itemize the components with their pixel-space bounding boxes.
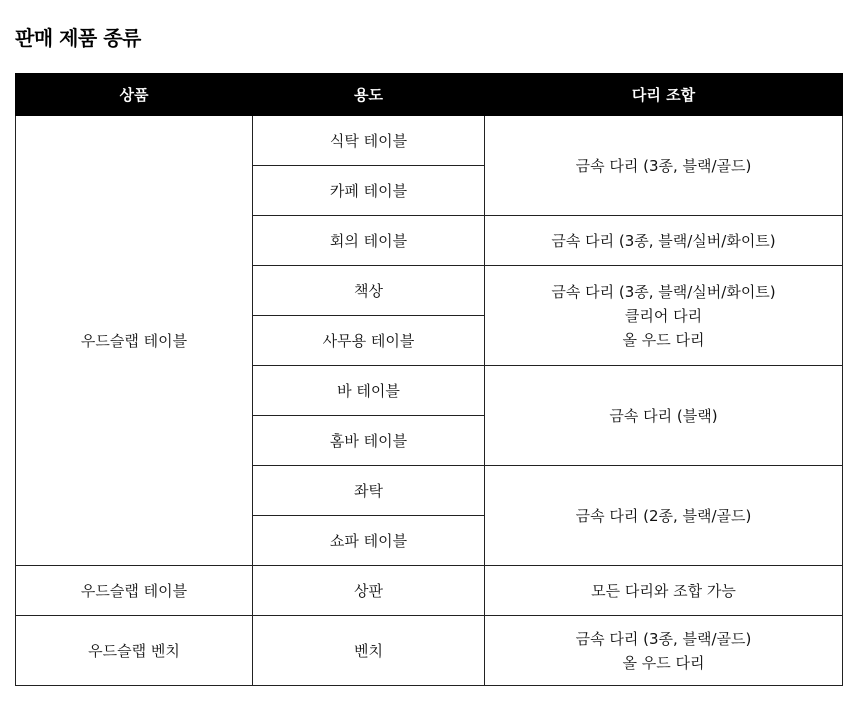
use-cell: 바 테이블 <box>253 366 485 416</box>
table-row <box>16 616 843 686</box>
table-row <box>16 566 843 616</box>
use-cell: 책상 <box>253 266 485 316</box>
legs-line: 금속 다리 (3종, 블랙/실버/화이트) <box>551 282 776 301</box>
legs-cell: 금속 다리 (3종, 블랙/실버/화이트) <box>485 216 843 266</box>
product-table <box>15 73 843 686</box>
column-header-legs: 다리 조합 <box>485 74 843 116</box>
legs-line: 올 우드 다리 <box>622 653 705 672</box>
product-cell: 우드슬랩 테이블 <box>16 566 253 616</box>
use-cell: 회의 테이블 <box>253 216 485 266</box>
legs-cell: 모든 다리와 조합 가능 <box>485 566 843 616</box>
product-cell: 우드슬랩 벤치 <box>16 616 253 686</box>
use-cell: 사무용 테이블 <box>253 316 485 366</box>
table-row <box>16 116 843 166</box>
use-cell: 홈바 테이블 <box>253 416 485 466</box>
use-cell: 벤치 <box>253 616 485 686</box>
use-cell: 좌탁 <box>253 466 485 516</box>
use-cell: 상판 <box>253 566 485 616</box>
column-header-use: 용도 <box>253 74 485 116</box>
legs-cell: 금속 다리 (3종, 블랙/골드) <box>485 116 843 216</box>
page-title: 판매 제품 종류 <box>15 26 141 50</box>
legs-cell: 금속 다리 (블랙) <box>485 366 843 466</box>
legs-cell <box>485 616 843 686</box>
use-cell: 식탁 테이블 <box>253 116 485 166</box>
use-cell: 카페 테이블 <box>253 166 485 216</box>
legs-cell: 금속 다리 (2종, 블랙/골드) <box>485 466 843 566</box>
table-header-row <box>16 74 843 116</box>
legs-line: 금속 다리 (3종, 블랙/골드) <box>575 629 752 648</box>
column-header-product: 상품 <box>16 74 253 116</box>
legs-line: 올 우드 다리 <box>622 330 705 349</box>
legs-line: 클리어 다리 <box>624 306 703 325</box>
legs-cell <box>485 266 843 366</box>
use-cell: 쇼파 테이블 <box>253 516 485 566</box>
product-cell: 우드슬랩 테이블 <box>16 116 253 566</box>
